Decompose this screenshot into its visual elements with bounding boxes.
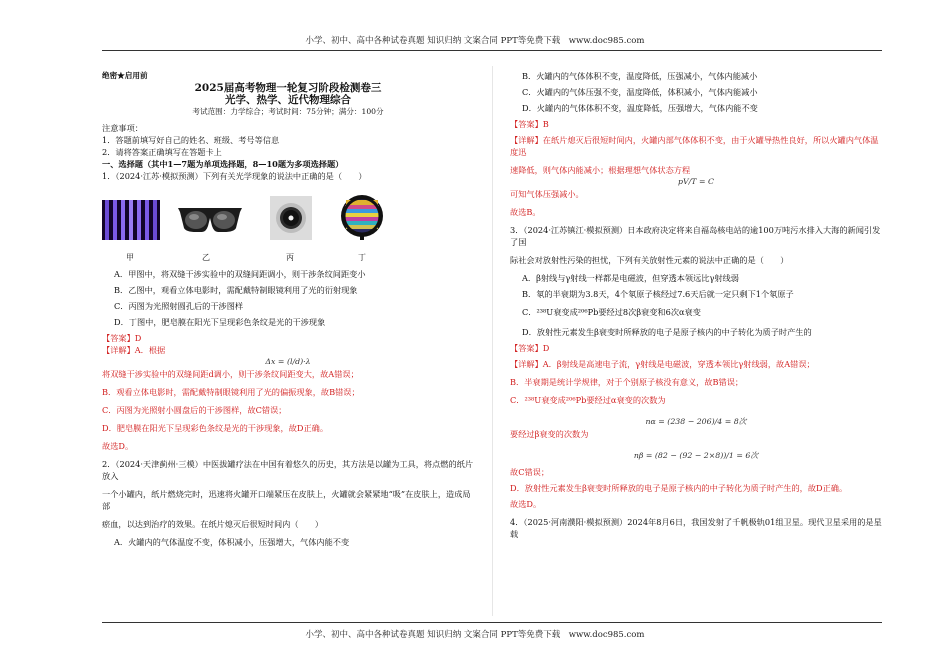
q1-explain-c: C．丙图为光照射小圆盘后的干涉图样，故C错误； bbox=[102, 405, 287, 415]
q1-images bbox=[102, 192, 474, 262]
q2-conclusion: 故选B。 bbox=[510, 207, 541, 217]
image-label-bing: 丙 bbox=[286, 253, 294, 262]
column-divider bbox=[492, 66, 493, 616]
q3-formula-beta: nβ = (82 − (92 − 2×8))/1 = 6次 bbox=[633, 451, 759, 460]
q1-explain-a: 将双缝干涉实验中的双缝间距d调小，则干涉条纹间距变大，故A错误； bbox=[102, 369, 359, 379]
q1-conclusion: 故选D。 bbox=[102, 441, 134, 451]
q1-stem: 1．（2024·江苏·模拟预测）下列有关光学现象的说法中正确的是（ ） bbox=[102, 171, 367, 181]
q3-option-c: C．²³⁸U衰变成²⁰⁶Pb要经过8次β衰变和6次α衰变 bbox=[522, 307, 701, 317]
q2-stem-line-1: 2．（2024·天津蓟州·三模）中医拔罐疗法在中国有着悠久的历史，其方法是以罐为工具，将点燃的纸片放入 bbox=[102, 459, 474, 481]
right-column bbox=[510, 70, 882, 540]
3d-glasses-image bbox=[174, 198, 246, 240]
note-1: 1．答题前填写好自己的姓名、班级、考号等信息 bbox=[102, 135, 280, 145]
q3-stem-line-1: 3．（2024·江苏镇江·模拟预测）日本政府决定将来自福岛核电站的逾100万吨污水排入大海的新闻引发了国 bbox=[510, 225, 881, 247]
q3-explain-b: B．半衰期是统计学规律，对于个别原子核没有意义，故B错误； bbox=[510, 377, 744, 387]
image-label-jia: 甲 bbox=[126, 253, 134, 262]
footer-rule bbox=[102, 622, 882, 623]
q2-option-d: D．火罐内的气体体积不变，温度降低，压强增大，气体内能不变 bbox=[522, 103, 758, 113]
q2-formula: pV/T = C bbox=[678, 177, 714, 186]
q1-explain-d: D．肥皂膜在阳光下呈现彩色条纹是光的干涉现象，故D正确。 bbox=[102, 423, 329, 433]
header-rule bbox=[102, 50, 882, 51]
q1-option-b: B．乙图中，观看立体电影时，需配戴特制眼镜利用了光的衍射现象 bbox=[114, 285, 358, 295]
q2-stem-line-3: 瘀血，以达到治疗的效果。在纸片熄灭后很短时间内（ ） bbox=[102, 519, 324, 529]
q1-option-c: C．丙图为光照射圆孔后的干涉图样 bbox=[114, 301, 244, 311]
page-footer: 小学、初中、高中各种试卷真题 知识归纳 文案合同 PPT等免费下载 www.doc985.com bbox=[305, 630, 645, 640]
fringe-pattern-image bbox=[102, 200, 160, 240]
q2-explain-line-2: 速降低，则气体内能减小；根据理想气体状态方程 bbox=[510, 165, 691, 175]
left-column bbox=[102, 70, 474, 548]
q1-explain-intro: 【详解】A．根据 bbox=[102, 345, 166, 355]
image-label-yi: 乙 bbox=[202, 253, 210, 262]
q3-stem-line-2: 际社会对放射性污染的担忧，下列有关放射性元素的说法中正确的是（ ） bbox=[510, 255, 789, 265]
q2-option-a: A．火罐内的气体温度不变，体积减小，压强增大，气体内能不变 bbox=[114, 537, 350, 547]
exam-subtitle: 光学、热学、近代物理综合 bbox=[225, 94, 351, 106]
secret-tag: 绝密★启用前 bbox=[102, 71, 148, 80]
diffraction-spot-image bbox=[270, 196, 312, 240]
q3-explain-c: C．²³⁸U衰变成²⁰⁶Pb要经过α衰变的次数为 bbox=[510, 395, 666, 405]
q1-explain-b: B．观看立体电影时，需配戴特制眼镜利用了光的偏振现象，故B错误； bbox=[102, 387, 360, 397]
soap-film-image bbox=[340, 194, 384, 240]
q2-stem-line-2: 一个小罐内，纸片燃烧完时，迅速将火罐开口端紧压在皮肤上，火罐就会紧紧地“吸”在皮肤上，造成局部 bbox=[102, 489, 471, 511]
q3-option-a: A．β射线与γ射线一样都是电磁波，但穿透本领远比γ射线弱 bbox=[522, 273, 739, 283]
q3-conclusion: 故选D。 bbox=[510, 499, 542, 509]
q3-option-d: D．放射性元素发生β衰变时所释放的电子是原子核内的中子转化为质子时产生的 bbox=[522, 327, 812, 337]
q3-option-b: B．氡的半衰期为3.8天，4个氡原子核经过7.6天后就一定只剩下1个氡原子 bbox=[522, 289, 794, 299]
page-header: 小学、初中、高中各种试卷真题 知识归纳 文案合同 PPT等免费下载 www.doc985.com bbox=[305, 36, 645, 46]
q4-stem: 4．（2025·河南濮阳·模拟预测）2024年8月6日，我国发射了千帆极轨01组卫星。现代卫星采用的是星载 bbox=[510, 517, 882, 539]
q1-formula: Δx = (l/d)·λ bbox=[265, 357, 311, 366]
q1-option-d: D．丁图中，肥皂膜在阳光下呈现彩色条纹是光的干涉现象 bbox=[114, 317, 326, 327]
q3-beta-line: 要经过β衰变的次数为 bbox=[510, 429, 589, 439]
exam-title: 2025届高考物理一轮复习阶段检测卷三 bbox=[194, 82, 382, 94]
notes-heading: 注意事项： bbox=[102, 123, 143, 133]
image-label-ding: 丁 bbox=[358, 253, 366, 262]
q2-answer: 【答案】B bbox=[510, 119, 549, 129]
section-heading: 一、选择题（其中1—7题为单项选择题，8—10题为多项选择题） bbox=[102, 159, 344, 169]
q1-option-a: A．甲图中，将双缝干涉实验中的双缝间距调小，则干涉条纹间距变小 bbox=[114, 269, 366, 279]
note-2: 2．请将答案正确填写在答题卡上 bbox=[102, 147, 222, 157]
q3-c-wrong: 故C错误； bbox=[510, 467, 550, 477]
q3-formula-alpha: nα = (238 − 206)/4 = 8次 bbox=[645, 417, 747, 426]
q2-option-c: C．火罐内的气体压强不变，温度降低，体积减小，气体内能减小 bbox=[522, 87, 758, 97]
q2-option-b: B．火罐内的气体体积不变，温度降低，压强减小，气体内能减小 bbox=[522, 71, 758, 81]
q3-explain-a: 【详解】A．β射线是高速电子流，γ射线是电磁波，穿透本领比γ射线弱，故A错误； bbox=[510, 359, 815, 369]
q2-conclusion-line: 可知气体压强减小。 bbox=[510, 189, 584, 199]
q1-answer: 【答案】D bbox=[102, 333, 142, 343]
exam-info: 考试范围：力学综合；考试时间：75分钟；满分：100分 bbox=[192, 107, 384, 116]
q2-explain-line-1: 【详解】在纸片熄灭后很短时间内，火罐内部气体体积不变，由于火罐导热性良好，所以火罐内气体温度迅 bbox=[510, 135, 879, 157]
q3-answer: 【答案】D bbox=[510, 343, 550, 353]
q3-explain-d: D．放射性元素发生β衰变时所释放的电子是原子核内的中子转化为质子时产生的，故D正确。 bbox=[510, 483, 848, 493]
